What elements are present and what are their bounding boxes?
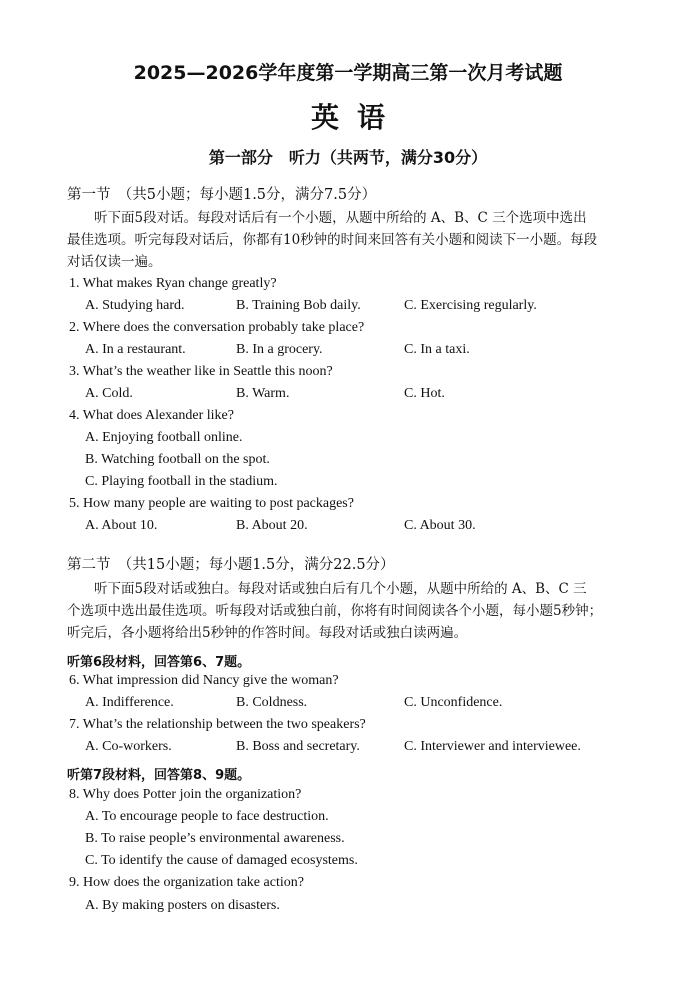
option-5b: B. About 20. (236, 518, 308, 533)
option-7c: C. Interviewer and interviewee. (404, 739, 581, 754)
section1-instructions (67, 207, 632, 273)
option-3c: C. Hot. (404, 386, 445, 401)
material-6-label: 听第6段材料，回答第6、7题。 (67, 655, 251, 670)
instruction-line: 个选项中选出最佳选项。听每段对话或独白前，你将有时间阅读各个小题，每小题5秒钟； (67, 603, 603, 619)
question-3: 3. What’s the weather like in Seattle this noon? (69, 364, 333, 379)
question-4: 4. What does Alexander like? (69, 408, 234, 423)
option-5a: A. About 10. (85, 518, 158, 533)
option-8c: C. To identify the cause of damaged ecosystems. (85, 853, 358, 868)
section2-heading: 第二节 （共15小题；每小题1.5分，满分22.5分） (67, 557, 395, 573)
option-4a: A. Enjoying football online. (85, 430, 243, 445)
question-8: 8. Why does Potter join the organization? (69, 787, 302, 802)
question-2: 2. Where does the conversation probably take place? (69, 320, 365, 335)
option-6c: C. Unconfidence. (404, 695, 503, 710)
option-4c: C. Playing football in the stadium. (85, 474, 278, 489)
section1-heading: 第一节 （共5小题；每小题1.5分，满分7.5分） (67, 187, 377, 203)
option-6a: A. Indifference. (85, 695, 174, 710)
question-9: 9. How does the organization take action? (69, 875, 304, 890)
option-8b: B. To raise people’s environmental awareness. (85, 831, 345, 846)
instruction-line: 听下面5段对话或独白。每段对话或独白后有几个小题，从题中所给的 A、B、C 三 (67, 581, 587, 597)
subject-title: 英语 (310, 101, 403, 134)
option-1b: B. Training Bob daily. (236, 298, 361, 313)
option-7b: B. Boss and secretary. (236, 739, 360, 754)
option-2a: A. In a restaurant. (85, 342, 186, 357)
part-heading: 第一部分 听力（共两节，满分30分） (208, 148, 488, 167)
instruction-line: 听下面5段对话。每段对话后有一个小题，从题中所给的 A、B、C 三个选项中选出 (67, 210, 587, 226)
option-4b: B. Watching football on the spot. (85, 452, 270, 467)
option-3a: A. Cold. (85, 386, 133, 401)
section2-instructions (67, 578, 632, 644)
option-3b: B. Warm. (236, 386, 290, 401)
question-5: 5. How many people are waiting to post packages? (69, 496, 354, 511)
question-7: 7. What’s the relationship between the two speakers? (69, 717, 366, 732)
option-1c: C. Exercising regularly. (404, 298, 537, 313)
option-8a: A. To encourage people to face destruction. (85, 809, 329, 824)
question-1: 1. What makes Ryan change greatly? (69, 276, 277, 291)
option-6b: B. Coldness. (236, 695, 308, 710)
option-1a: A. Studying hard. (85, 298, 185, 313)
option-7a: A. Co-workers. (85, 739, 172, 754)
instruction-line: 听完后，各小题将给出5秒钟的作答时间。每段对话或独白读两遍。 (67, 625, 468, 641)
option-5c: C. About 30. (404, 518, 476, 533)
question-6: 6. What impression did Nancy give the woman? (69, 673, 339, 688)
instruction-line: 最佳选项。听完每段对话后，你都有10秒钟的时间来回答有关小题和阅读下一小题。每段 (67, 232, 598, 248)
exam-title: 2025—2026学年度第一学期高三第一次月考试题 (133, 62, 563, 84)
material-7-label: 听第7段材料，回答第8、9题。 (67, 768, 251, 783)
option-2b: B. In a grocery. (236, 342, 323, 357)
instruction-line: 对话仅读一遍。 (67, 254, 162, 270)
option-2c: C. In a taxi. (404, 342, 470, 357)
option-9a: A. By making posters on disasters. (85, 898, 280, 913)
